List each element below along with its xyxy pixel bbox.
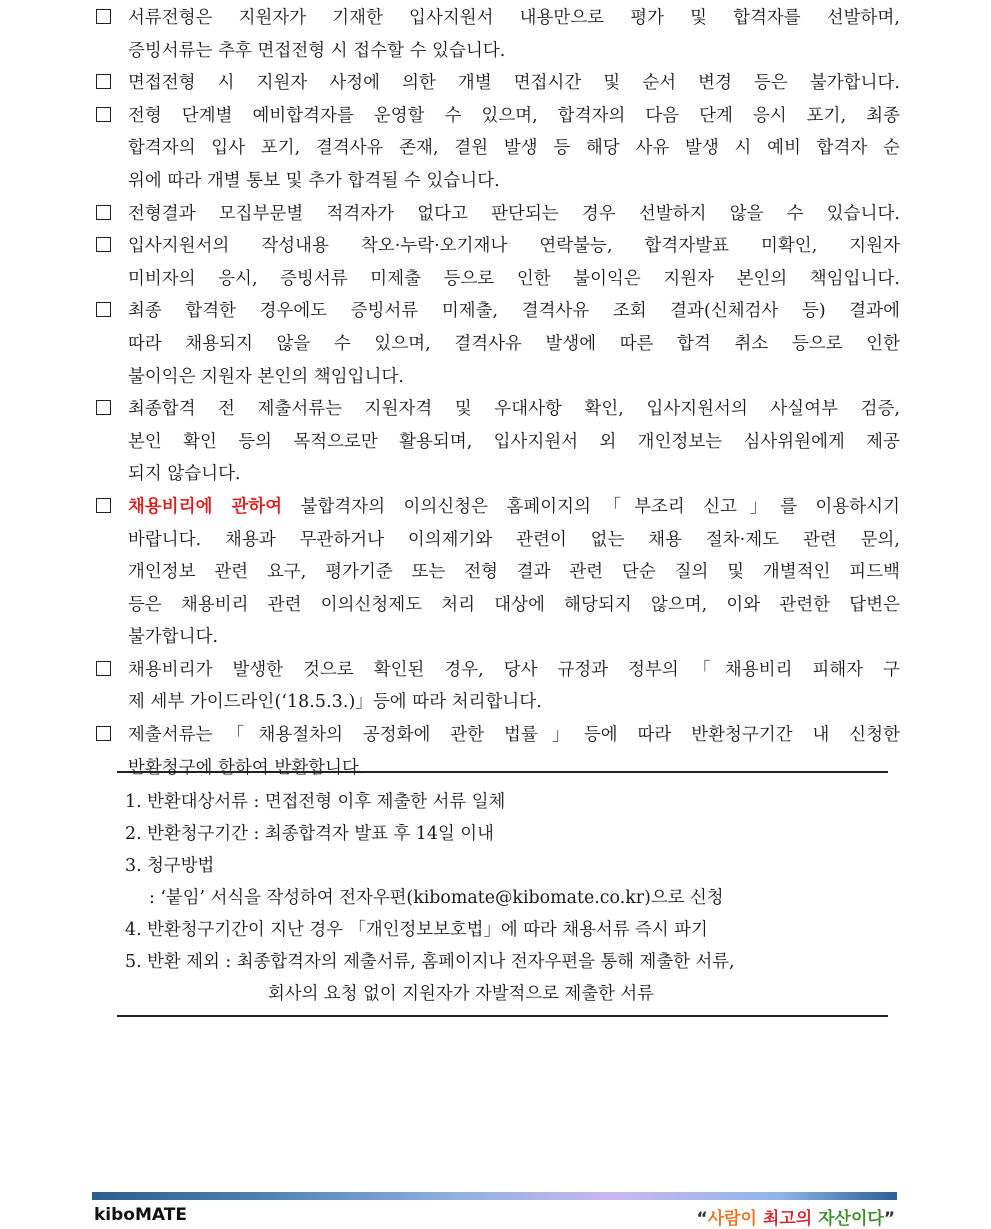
notice-line: 본인 확인 등의 목적으로만 활용되며, 입사지원서 외 개인정보는 심사위원에게 제공	[128, 431, 900, 452]
notice-item	[96, 230, 900, 295]
brand-logo: kiboMATE	[94, 1205, 187, 1225]
notice-item	[96, 295, 900, 393]
checkbox-icon	[96, 9, 111, 24]
notice-line: 등은 채용비리 관련 이의신청제도 처리 대상에 해당되지 않으며, 이와 관련한 답변은	[128, 594, 900, 615]
return-item-detail: : ‘붙임’ 서식을 작성하여 전자우편(kibomate@kibomate.co.kr)으로 신청	[149, 888, 724, 908]
checkbox-icon	[96, 237, 111, 252]
checkbox-icon	[96, 661, 111, 676]
slogan-word: 최고의	[762, 1209, 813, 1229]
notice-line: 따라 채용되지 않을 수 있으며, 결격사유 발생에 따른 합격 취소 등으로 인한	[128, 333, 900, 354]
notice-line: 반환청구에 한하여 반환합니다.	[128, 757, 365, 778]
slogan-quote-open: “	[696, 1209, 708, 1229]
slogan	[697, 1204, 895, 1229]
notice-item	[96, 198, 900, 231]
checkbox-icon	[96, 400, 111, 415]
notice-line: 개인정보 관련 요구, 평가기준 또는 전형 결과 관련 단순 질의 및 개별적인 피드백	[128, 562, 900, 583]
notice-item	[96, 393, 900, 491]
notice-line-text: 불합격자의 이의신청은 홈페이지의「부조리 신고」를 이용하시기	[282, 496, 900, 517]
return-item-detail: 회사의 요청 없이 지원자가 자발적으로 제출한 서류	[268, 984, 654, 1004]
highlight-text: 채용비리에 관하여	[128, 496, 283, 517]
notice-line: 불가합니다.	[128, 627, 219, 648]
notice-line: 위에 따라 개별 통보 및 추가 합격될 수 있습니다.	[128, 170, 500, 191]
checkbox-icon	[96, 74, 111, 89]
checkbox-icon	[96, 726, 111, 741]
checkbox-icon	[96, 205, 111, 220]
notice-item	[96, 491, 900, 654]
footer-gradient-bar	[92, 1192, 897, 1200]
notice-line: 증빙서류는 추후 면접전형 시 접수할 수 있습니다.	[128, 40, 506, 61]
notice-line: 입사지원서의 작성내용 착오·누락·오기재나 연락불능, 합격자발표 미확인, 지원자	[128, 236, 900, 257]
slogan-quote-close: ”	[883, 1209, 895, 1229]
notice-item	[96, 2, 900, 67]
notice-line: 전형 단계별 예비합격자를 운영할 수 있으며, 합격자의 다음 단계 응시 포기, 최종	[128, 105, 900, 126]
return-info-box	[125, 786, 885, 1010]
slogan-word: 사람이	[707, 1209, 757, 1229]
notice-line: 불이익은 지원자 본인의 책임입니다.	[128, 366, 405, 387]
notice-line: 채용비리가 발생한 것으로 확인된 경우, 당사 규정과 정부의「채용비리 피해자 구	[128, 659, 900, 680]
checkbox-icon	[96, 107, 111, 122]
divider-top	[117, 771, 888, 773]
notice-line: 최종 합격한 경우에도 증빙서류 미제출, 결격사유 조회 결과(신체검사 등) 결과에	[128, 301, 900, 322]
notice-line: 제출서류는「채용절차의 공정화에 관한 법률」등에 따라 반환청구기간 내 신청한	[128, 725, 900, 746]
notice-item	[96, 654, 900, 719]
notice-item	[96, 67, 900, 100]
notice-list	[96, 2, 900, 784]
return-item: 4. 반환청구기간이 지난 경우 「개인정보보호법」에 따라 채용서류 즉시 파기	[125, 920, 708, 940]
checkbox-icon	[96, 302, 111, 317]
slogan-word: 자산이다	[818, 1209, 884, 1229]
return-item: 1. 반환대상서류 : 면접전형 이후 제출한 서류 일체	[125, 792, 506, 812]
return-item: 3. 청구방법	[125, 856, 215, 876]
notice-line: 서류전형은 지원자가 기재한 입사지원서 내용만으로 평가 및 합격자를 선발하며,	[128, 8, 900, 28]
notice-line: 최종합격 전 제출서류는 지원자격 및 우대사항 확인, 입사지원서의 사실여부 검증,	[128, 399, 900, 420]
notice-line: 합격자의 입사 포기, 결격사유 존재, 결원 발생 등 해당 사유 발생 시 예비 합격자 순	[128, 138, 900, 159]
notice-line: 면접전형 시 지원자 사정에 의한 개별 면접시간 및 순서 변경 등은 불가합니다.	[128, 73, 900, 94]
notice-item	[96, 100, 900, 198]
return-item: 2. 반환청구기간 : 최종합격자 발표 후 14일 이내	[125, 824, 494, 844]
notice-line: 제 세부 가이드라인(‘18.5.3.)」등에 따라 처리합니다.	[128, 692, 542, 713]
notice-line	[128, 491, 900, 524]
notice-line: 전형결과 모집부문별 적격자가 없다고 판단되는 경우 선발하지 않을 수 있습니다.	[128, 203, 900, 224]
divider-bottom	[117, 1015, 888, 1017]
notice-item	[96, 719, 900, 784]
notice-line: 바랍니다. 채용과 무관하거나 이의제기와 관련이 없는 채용 절차·제도 관련 문의,	[128, 529, 900, 550]
checkbox-icon	[96, 498, 111, 513]
notice-line: 되지 않습니다.	[128, 464, 241, 485]
notice-line: 미비자의 응시, 증빙서류 미제출 등으로 인한 불이익은 지원자 본인의 책임입니다.	[128, 268, 900, 289]
return-item: 5. 반환 제외 : 최종합격자의 제출서류, 홈페이지나 전자우편을 통해 제출한 서류,	[125, 952, 735, 972]
